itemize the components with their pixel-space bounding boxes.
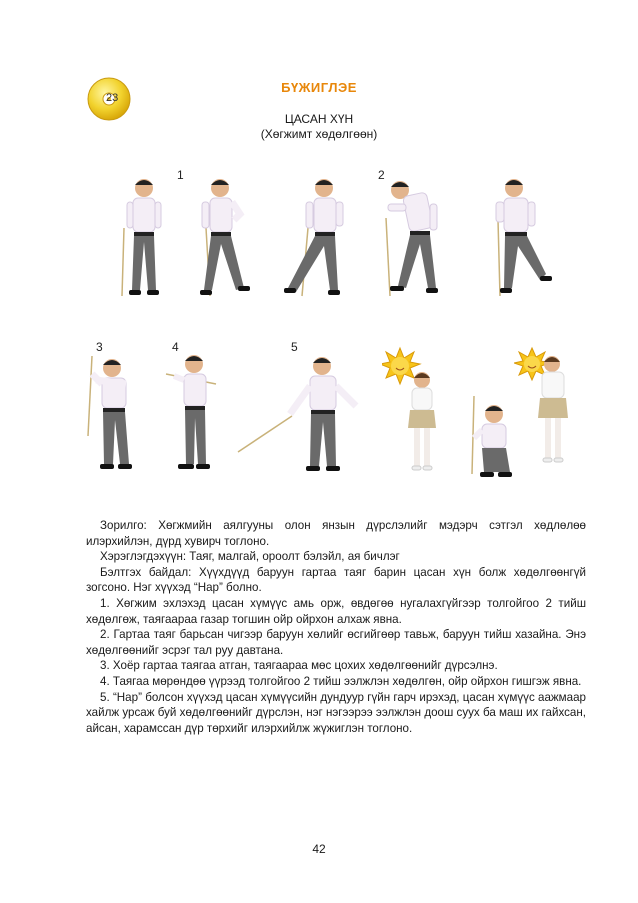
materials-paragraph: Хэрэглэгдэхүүн: Таяг, малгай, ороолт бэлэйл, ая бичлэг [100,550,400,564]
boy-figure-4 [380,176,450,298]
activity-title: ЦАСАН ХҮН [284,112,354,126]
boy-figure-8 [236,352,364,474]
step-label-5: 5 [291,340,298,354]
step-3-paragraph: 3. Хоёр гартаа таягаа атган, таягаараа мөс цохих хөдөлгөөнийг дүрсэлнэ. [100,659,498,673]
boy-figure-7 [164,352,220,474]
step-label-1: 1 [177,168,184,182]
page-title: БҮЖИГЛЭЕ [281,80,357,95]
boy-crouching-figure [462,396,516,480]
girl-with-sun-mask-1 [382,346,442,476]
step-label-4: 4 [172,340,179,354]
activity-subtitle: (Хөгжимт хөдөлгөөн) [260,127,378,141]
boy-figure-1 [118,176,170,298]
step-label-2: 2 [378,168,385,182]
boy-figure-6 [86,352,146,472]
step-2-paragraph: 2. Гартаа таяг барьсан чигээр баруун хөлийг өсгийгөөр тавьж, баруун тийш хазайна. Энэ хөдөлгөөнийг эсрэг тал руу давтана. [86,628,586,657]
boy-figure-3 [284,176,350,298]
preparation-paragraph: Бэлтгэх байдал: Хүүхдүүд баруун гартаа таяг барин цасан хүн болж хөдөлгөөнгүй зогсоно. Нэг хүүхэд “Нар” болно. [86,565,586,595]
step-1-paragraph: 1. Хөгжим эхлэхэд цасан хүмүүс амь орж, өвдөгөө нугалахгүйгээр толгойгоо 2 тийш хөдөлгөж, таягаараа газар тогшин ойр ойрхон алхаж явна. [86,596,586,626]
boy-figure-2 [196,176,260,298]
activity-description [86,518,586,736]
boy-figure-5 [490,176,556,298]
goal-paragraph: Зорилго: Хөгжмийн аялгууны олон янзын дүрслэлийг мэдэрч сэтгэл хөдлөлөө илэрхийлэн, дүрд хувирч тоглоно. [86,519,586,548]
step-4-paragraph: 4. Таягаа мөрөндөө үүрээд толгойгоо 2 тийш ээлжлэн хөдөлгөн, ойр ойрхон гишгэж явна. [100,674,582,688]
cd-track-number: 23 [106,92,119,104]
step-label-3: 3 [96,340,103,354]
girl-with-sun-mask-2 [514,346,572,470]
step-5-paragraph: 5. “Нар” болсон хүүхэд цасан хүмүүсийн дундуур гүйн гарч ирэхэд, цасан хүмүүс аажмаар хайлж урсаж буй хөдөлгөөнийг дүрслэн, нэг нэгээрээ ээлжлэн доош суух ба маш их гайхсан, айсан, харамссан дүр төрхийг илэрхийлж жүжиглэн тоглоно. [86,690,586,735]
page-number: 42 [312,842,326,856]
